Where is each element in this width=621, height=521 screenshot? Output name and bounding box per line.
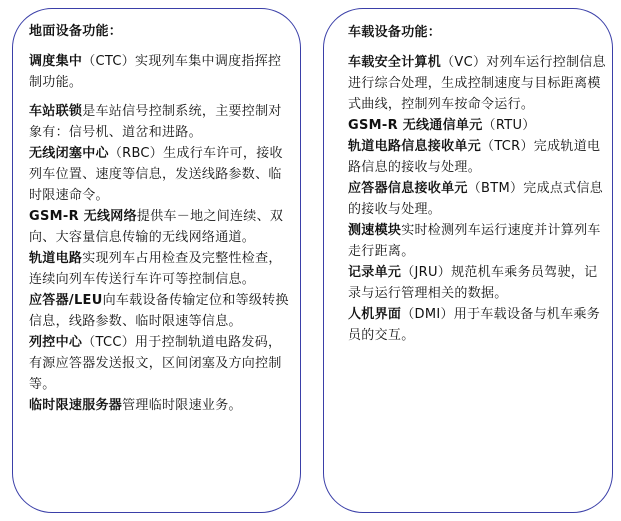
ground-equipment-panel bbox=[12, 8, 301, 513]
item-desc: （RTU） bbox=[482, 118, 536, 133]
item-desc: （VC）对列车运行控制信息进行综合处理，生成控制速度与目标距离模式曲线，控制列车按命令运行。 bbox=[348, 55, 606, 112]
item-term: 记录单元 bbox=[348, 265, 402, 280]
item-term: 轨道电路 bbox=[29, 251, 83, 266]
item-term: 车载安全计算机 bbox=[348, 55, 442, 70]
item-desc: （BTM）完成点式信息的接收与处理。 bbox=[348, 181, 604, 217]
item-tsr-server bbox=[29, 395, 289, 416]
ground-equipment-content bbox=[29, 21, 289, 416]
ground-equipment-title: 地面设备功能： bbox=[29, 24, 123, 39]
onboard-equipment-title: 车载设备功能： bbox=[348, 25, 442, 40]
item-term: 轨道电路信息接收单元 bbox=[348, 139, 482, 154]
item-term: 应答器信息接收单元 bbox=[348, 181, 468, 196]
item-desc: （TCR）完成轨道电路信息的接收与处理。 bbox=[348, 139, 601, 175]
item-track-circuit bbox=[29, 248, 289, 290]
item-desc: （RBC）生成行车许可，接收列车位置、速度等信息，发送线路参数、临时限速命令。 bbox=[29, 146, 283, 203]
item-term: 无线闭塞中心 bbox=[29, 146, 109, 161]
item-desc: （TCC）用于控制轨道电路发码，有源应答器发送报文，区间闭塞及方向控制等。 bbox=[29, 335, 282, 392]
item-term: 车站联锁 bbox=[29, 104, 83, 119]
item-gsmr-network bbox=[29, 206, 289, 248]
item-tcr bbox=[348, 136, 606, 178]
item-tcc bbox=[29, 332, 289, 395]
item-desc: （DMI）用于车载设备与机车乘务员的交互。 bbox=[348, 307, 601, 343]
item-desc: 是车站信号控制系统，主要控制对象有：信号机、道岔和进路。 bbox=[29, 104, 282, 140]
item-dmi bbox=[348, 304, 606, 346]
item-rbc bbox=[29, 143, 289, 206]
item-ctc bbox=[29, 51, 289, 93]
item-interlocking bbox=[29, 101, 289, 143]
item-desc: 实现列车占用检查及完整性检查，连续向列车传送行车许可等控制信息。 bbox=[29, 251, 282, 287]
item-desc: （CTC）实现列车集中调度指挥控制功能。 bbox=[29, 54, 282, 90]
item-desc: 向车载设备传输定位和等级转换信息，线路参数、临时限速等信息。 bbox=[29, 293, 289, 329]
item-speed-module bbox=[348, 220, 606, 262]
item-term: 列控中心 bbox=[29, 335, 83, 350]
item-term: GSM-R 无线网络 bbox=[29, 209, 137, 224]
item-term: 测速模块 bbox=[348, 223, 402, 238]
item-rtu bbox=[348, 115, 606, 136]
item-term: 调度集中 bbox=[29, 54, 83, 69]
item-term: GSM-R 无线通信单元 bbox=[348, 118, 483, 133]
item-btm bbox=[348, 178, 606, 220]
item-jru bbox=[348, 262, 606, 304]
item-term: 人机界面 bbox=[348, 307, 402, 322]
item-term: 临时限速服务器 bbox=[29, 398, 123, 413]
item-desc: （JRU）规范机车乘务员驾驶，记录与运行管理相关的数据。 bbox=[348, 265, 598, 301]
item-desc: 管理临时限速业务。 bbox=[122, 398, 242, 413]
onboard-equipment-content bbox=[348, 22, 606, 346]
item-desc: 提供车－地之间连续、双向、大容量信息传输的无线网络通道。 bbox=[29, 209, 284, 245]
item-desc: 实时检测列车运行速度并计算列车走行距离。 bbox=[348, 223, 601, 259]
item-vc bbox=[348, 52, 606, 115]
item-balise-leu bbox=[29, 290, 289, 332]
onboard-equipment-panel bbox=[323, 8, 613, 513]
item-term: 应答器/LEU bbox=[29, 293, 103, 308]
